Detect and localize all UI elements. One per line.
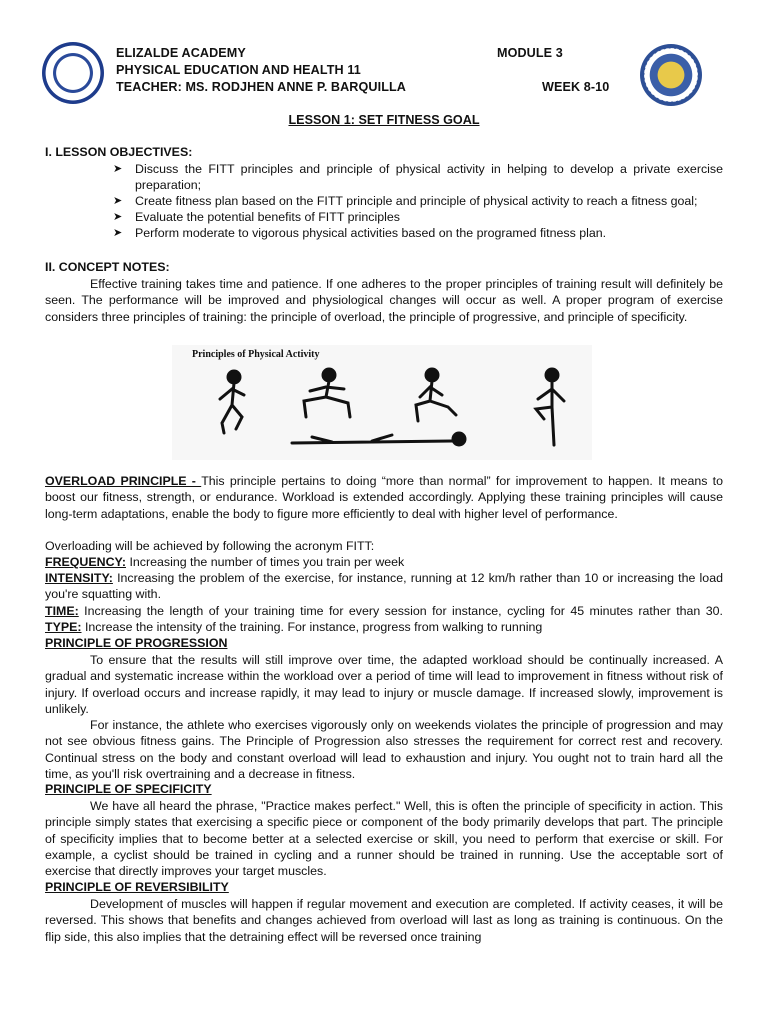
intensity-line: INTENSITY: Increasing the problem of the exercise, for instance, running at 12 km/h rather than 10 or increasing the load you're squatting with. (45, 571, 723, 602)
objective-item: ➤ Create fitness plan based on the FITT principle and principle of physical activity to reach a fitness goal; (113, 194, 698, 208)
school-name: ELIZALDE ACADEMY (116, 46, 246, 60)
fitt-intro: Overloading will be achieved by following the acronym FITT: (45, 539, 375, 553)
arrow-bullet-icon: ➤ (113, 211, 123, 223)
objectives-list (45, 161, 723, 241)
overload-heading: OVERLOAD PRINCIPLE - (45, 474, 202, 488)
arrow-bullet-icon: ➤ (113, 163, 123, 175)
time-type-line: TIME: Increasing the length of your training time for every session for instance, cycling for 45 minutes rather than 30. TYPE: Increase the intensity of the training. For instance, progress from walking to running (45, 604, 723, 635)
arrow-bullet-icon: ➤ (113, 227, 123, 239)
objective-item: ➤ Evaluate the potential benefits of FITT principles (113, 210, 400, 224)
concept-intro: Effective training takes time and patience. If one adheres to the proper principles of training result will definitely be seen. The performance will be improved and physiological changes will occur as well. A proper program of exercise considers three principles of training: the principle of overload, the principle of progressive, and principle of specificity. (45, 277, 723, 324)
reversibility-heading: PRINCIPLE OF REVERSIBILITY (45, 880, 229, 894)
progression-paragraph-1: To ensure that the results will still improve over time, the adapted workload should be continually increased. A gradual and systematic increase within the workload over a period of time will lead to improvement in fitness without risk of injury. If overload occurs and increase rapidly, it may lead to injury or muscle damage. If increased slowly, improvement is unlikely. (45, 653, 723, 716)
figure-title: Principles of Physical Activity (192, 349, 320, 360)
exercise-figures-icon (172, 345, 592, 460)
lesson-title: LESSON 1: SET FITNESS GOAL (288, 113, 480, 127)
arrow-bullet-icon: ➤ (113, 195, 123, 207)
overload-paragraph: OVERLOAD PRINCIPLE - This principle pertains to doing “more than normal” for improvement to happen. It means to boost our fitness, strength, or endurance. Workload is extended accordingly. Applying these training principles will cause long-term adaptations, enable the body to figure more efficiently to deal with higher level of performance. (45, 474, 724, 521)
concept-heading: II. CONCEPT NOTES: (45, 260, 170, 274)
subject-name: PHYSICAL EDUCATION AND HEALTH 11 (116, 63, 361, 77)
teacher-name: TEACHER: MS. RODJHEN ANNE P. BARQUILLA (116, 80, 406, 94)
school-seal-logo (640, 44, 702, 106)
specificity-heading: PRINCIPLE OF SPECIFICITY (45, 782, 212, 796)
specificity-paragraph: We have all heard the phrase, "Practice makes perfect." Well, this is often the principle of specificity in action. This principle simply states that exercising a specific piece or component of the body primarily develops that part. The principle of specificity implies that to become better at a selected exercise or skill, you need to perform that exercise or skill. For example, a cyclist should be trained in cycling and a runner should be trained in running. Use the acceptable sort of exercise that directly improves your target muscles. (45, 799, 723, 879)
objectives-heading: I. LESSON OBJECTIVES: (45, 145, 193, 159)
exercise-illustration (172, 345, 592, 460)
module-label: MODULE 3 (497, 46, 563, 60)
objective-item: ➤ Discuss the FITT principles and principle of physical activity in helping to develop a private exercise preparation; (113, 162, 723, 192)
objective-item: ➤ Perform moderate to vigorous physical activities based on the programed fitness plan. (113, 226, 607, 240)
week-label: WEEK 8-10 (542, 80, 610, 94)
frequency-line: FREQUENCY: Increasing the number of times you train per week (45, 555, 405, 569)
deped-seal-logo (42, 42, 104, 104)
reversibility-paragraph: Development of muscles will happen if regular movement and execution are completed. If activity ceases, it will be reversed. This shows that benefits and changes achieved from overload will last as long as training is continuous. On the flip side, this also implies that the detraining effect will be reversed once training (45, 897, 723, 944)
progression-paragraph-2: For instance, the athlete who exercises vigorously only on weekends violates the principle of progression and may not see obvious fitness gains. The Principle of Progression also stresses the requirement for correct rest and recovery. Continual stress on the body and constant overload will lead to exhaustion and injury. You ought not to train hard all the time, as you'll risk overtraining and a decrease in fitness. (45, 718, 723, 781)
progression-heading: PRINCIPLE OF PROGRESSION (45, 636, 228, 650)
